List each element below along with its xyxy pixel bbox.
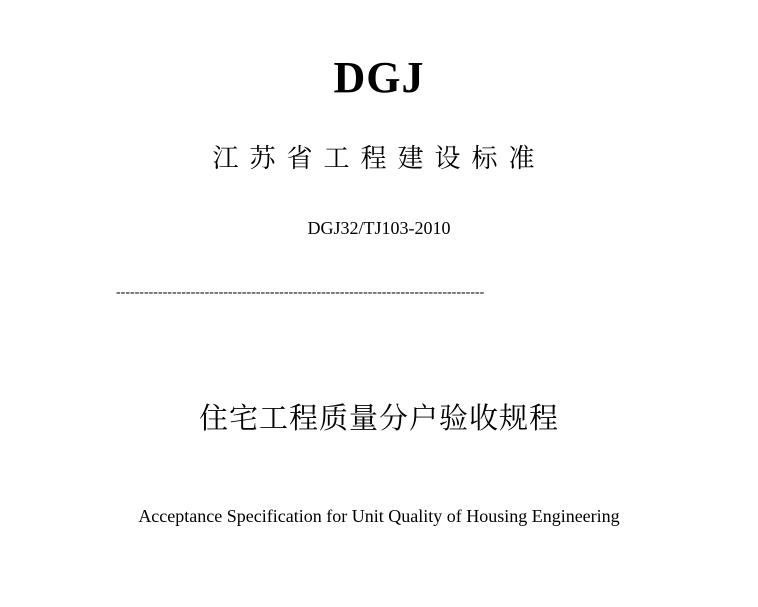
dashed-separator: ------------------------------------------------------------------------------- bbox=[116, 285, 485, 300]
standard-logo: DGJ bbox=[333, 53, 425, 102]
standard-type-heading: 江苏省工程建设标准 bbox=[212, 144, 546, 174]
document-title-english: Acceptance Specification for Unit Quality of Housing Engineering bbox=[138, 506, 620, 526]
standard-code: DGJ32/TJ103-2010 bbox=[307, 218, 451, 238]
document-title-chinese: 住宅工程质量分户验收规程 bbox=[198, 401, 559, 435]
